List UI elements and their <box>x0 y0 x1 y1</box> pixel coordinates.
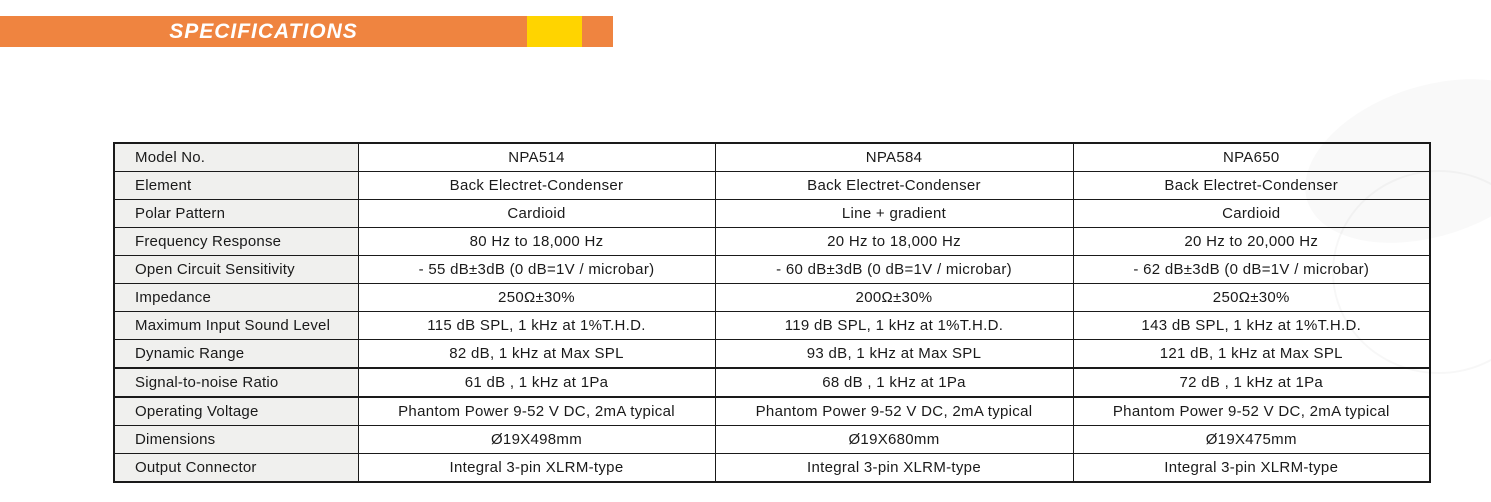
spec-value-cell: 115 dB SPL, 1 kHz at 1%T.H.D. <box>358 312 715 340</box>
banner-orange-bar <box>0 16 527 47</box>
table-row <box>114 284 1430 312</box>
specifications-table <box>113 142 1431 483</box>
spec-label-cell: Maximum Input Sound Level <box>114 312 358 340</box>
spec-value-cell: NPA584 <box>715 143 1073 172</box>
spec-value-cell: NPA514 <box>358 143 715 172</box>
banner-orange-block <box>582 16 613 47</box>
spec-value-cell: Integral 3-pin XLRM-type <box>358 454 715 483</box>
table-row <box>114 172 1430 200</box>
table-row <box>114 256 1430 284</box>
spec-label-cell: Dimensions <box>114 426 358 454</box>
table-row <box>114 143 1430 172</box>
spec-value-cell: Back Electret-Condenser <box>358 172 715 200</box>
spec-value-cell: 93 dB, 1 kHz at Max SPL <box>715 340 1073 369</box>
spec-value-cell: Cardioid <box>358 200 715 228</box>
spec-value-cell: - 62 dB±3dB (0 dB=1V / microbar) <box>1073 256 1430 284</box>
spec-value-cell: Back Electret-Condenser <box>715 172 1073 200</box>
spec-label-cell: Polar Pattern <box>114 200 358 228</box>
spec-value-cell: 82 dB, 1 kHz at Max SPL <box>358 340 715 369</box>
spec-value-cell: 68 dB , 1 kHz at 1Pa <box>715 368 1073 397</box>
spec-value-cell: Phantom Power 9-52 V DC, 2mA typical <box>1073 397 1430 426</box>
spec-value-cell: Phantom Power 9-52 V DC, 2mA typical <box>358 397 715 426</box>
spec-value-cell: 72 dB , 1 kHz at 1Pa <box>1073 368 1430 397</box>
table-row <box>114 426 1430 454</box>
spec-value-cell: 143 dB SPL, 1 kHz at 1%T.H.D. <box>1073 312 1430 340</box>
spec-value-cell: 250Ω±30% <box>1073 284 1430 312</box>
spec-label-cell: Impedance <box>114 284 358 312</box>
spec-value-cell: NPA650 <box>1073 143 1430 172</box>
spec-label-cell: Signal-to-noise Ratio <box>114 368 358 397</box>
table-row <box>114 312 1430 340</box>
spec-value-cell: Cardioid <box>1073 200 1430 228</box>
spec-label-cell: Frequency Response <box>114 228 358 256</box>
spec-value-cell: Ø19X475mm <box>1073 426 1430 454</box>
table-row <box>114 200 1430 228</box>
specifications-banner <box>0 16 613 47</box>
spec-label-cell: Operating Voltage <box>114 397 358 426</box>
spec-value-cell: Line + gradient <box>715 200 1073 228</box>
table-row <box>114 397 1430 426</box>
spec-label-cell: Output Connector <box>114 454 358 483</box>
table-row <box>114 454 1430 483</box>
spec-value-cell: Ø19X680mm <box>715 426 1073 454</box>
spec-value-cell: 200Ω±30% <box>715 284 1073 312</box>
spec-value-cell: Back Electret-Condenser <box>1073 172 1430 200</box>
spec-value-cell: 121 dB, 1 kHz at Max SPL <box>1073 340 1430 369</box>
spec-value-cell: 61 dB , 1 kHz at 1Pa <box>358 368 715 397</box>
spec-label-cell: Element <box>114 172 358 200</box>
spec-label-cell: Dynamic Range <box>114 340 358 369</box>
spec-value-cell: 20 Hz to 18,000 Hz <box>715 228 1073 256</box>
spec-label-cell: Open Circuit Sensitivity <box>114 256 358 284</box>
table-row <box>114 228 1430 256</box>
spec-value-cell: - 60 dB±3dB (0 dB=1V / microbar) <box>715 256 1073 284</box>
spec-value-cell: - 55 dB±3dB (0 dB=1V / microbar) <box>358 256 715 284</box>
banner-title: SPECIFICATIONS <box>169 20 358 43</box>
spec-value-cell: 20 Hz to 20,000 Hz <box>1073 228 1430 256</box>
table-row <box>114 340 1430 369</box>
spec-label-cell: Model No. <box>114 143 358 172</box>
spec-value-cell: Ø19X498mm <box>358 426 715 454</box>
table-row <box>114 368 1430 397</box>
spec-value-cell: 119 dB SPL, 1 kHz at 1%T.H.D. <box>715 312 1073 340</box>
banner-yellow-block <box>527 16 582 47</box>
spec-value-cell: Integral 3-pin XLRM-type <box>1073 454 1430 483</box>
spec-value-cell: 250Ω±30% <box>358 284 715 312</box>
spec-value-cell: Phantom Power 9-52 V DC, 2mA typical <box>715 397 1073 426</box>
spec-value-cell: Integral 3-pin XLRM-type <box>715 454 1073 483</box>
spec-value-cell: 80 Hz to 18,000 Hz <box>358 228 715 256</box>
